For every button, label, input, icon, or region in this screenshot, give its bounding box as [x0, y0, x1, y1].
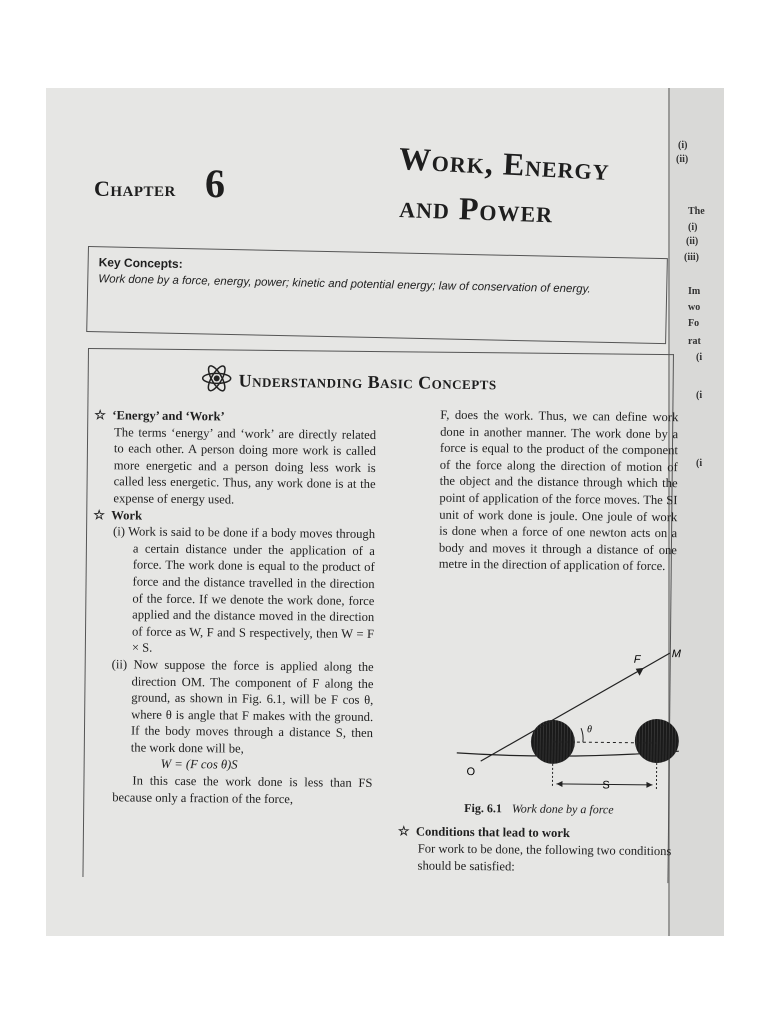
conditions-heading: ☆ Conditions that lead to work [397, 823, 570, 841]
energy-work-text: The terms ‘energy’ and ‘work’ are directly related to each other. A person doing more work is called more energetic and a person doing less work is called less energetic. Thus, any work done is at the expense of energy used. [113, 424, 377, 507]
work-point-ii: (ii) Now suppose the force is applied along the direction OM. The component of F along the ground, as shown in Fig. 6.1, will be F cos θ, where θ is angle that F makes with the ground. If the body moves through a distance S, then the work done will be, [111, 657, 374, 756]
label-f: F [633, 653, 641, 666]
side-text: (i) [678, 140, 688, 151]
work-heading: ☆ Work [93, 506, 143, 523]
label-o: O [466, 765, 476, 779]
figure-caption: Fig. 6.1 Work done by a force [464, 800, 614, 817]
key-concepts-text: Work done by a force, energy, power; kinetic and potential energy; law of conservation of energy. [98, 273, 591, 296]
label-theta: θ [586, 724, 593, 736]
side-text: (ii) [686, 236, 699, 247]
energy-work-heading: ☆ ‘Energy’ and ‘Work’ [94, 407, 225, 424]
conditions-text: For work to be done, the following two conditions should be satisfied: [417, 841, 672, 874]
body-end [635, 719, 679, 763]
chapter-title-line2: and Power [398, 188, 554, 230]
key-concepts-heading: Key Concepts: [98, 255, 183, 271]
label-s: S [602, 779, 610, 792]
concepts-section [82, 348, 682, 883]
work-point-i: (i) Work is said to be done if a body moves through a certain distance under the application of a force. The work done is equal to the product of force and the distance travelled in the direction of the force. If we denote the work done, force applied and the distance moved in the direction of force as W, F and S respectively, then W = F × S. [113, 524, 376, 656]
side-text: The [688, 206, 705, 217]
angle-arc [581, 728, 583, 742]
side-text: Fo [688, 318, 700, 329]
side-text: (i [696, 390, 703, 401]
side-text: Im [688, 286, 701, 297]
side-text: wo [688, 302, 701, 313]
label-m: M [671, 648, 682, 661]
atom-icon [201, 362, 233, 394]
right-column: F, does the work. Thus, we can define work done in another manner. The work done by a force is equal to the product of the component of the force along the direction of motion of the object and the distance through which the point of application of the force moves. The SI unit of work done is joule. One joule of work is done when a force of one newton acts on a body and moves it through a distance of one metre in the direction of application of force. [438, 407, 679, 574]
conditions-block [398, 822, 679, 877]
left-column [90, 407, 376, 808]
section-title: Understanding Basic Concepts [238, 370, 497, 394]
side-text: rat [688, 336, 701, 347]
side-text: (i [696, 352, 703, 363]
side-text: (i) [688, 222, 698, 233]
key-concepts-box [86, 246, 668, 344]
chapter-label: Chapter [94, 176, 176, 201]
chapter-title-line1: Work, Energy [398, 140, 611, 187]
side-text: (iii) [684, 252, 699, 263]
work-note: In this case the work done is less than FS because only a fraction of the force, [112, 773, 373, 806]
chapter-number: 6 [205, 161, 225, 206]
side-text: (i [696, 458, 703, 469]
side-text: (ii) [676, 154, 689, 165]
figure-work-done [452, 641, 682, 803]
work-equation: W = (F cos θ)S [160, 757, 238, 773]
